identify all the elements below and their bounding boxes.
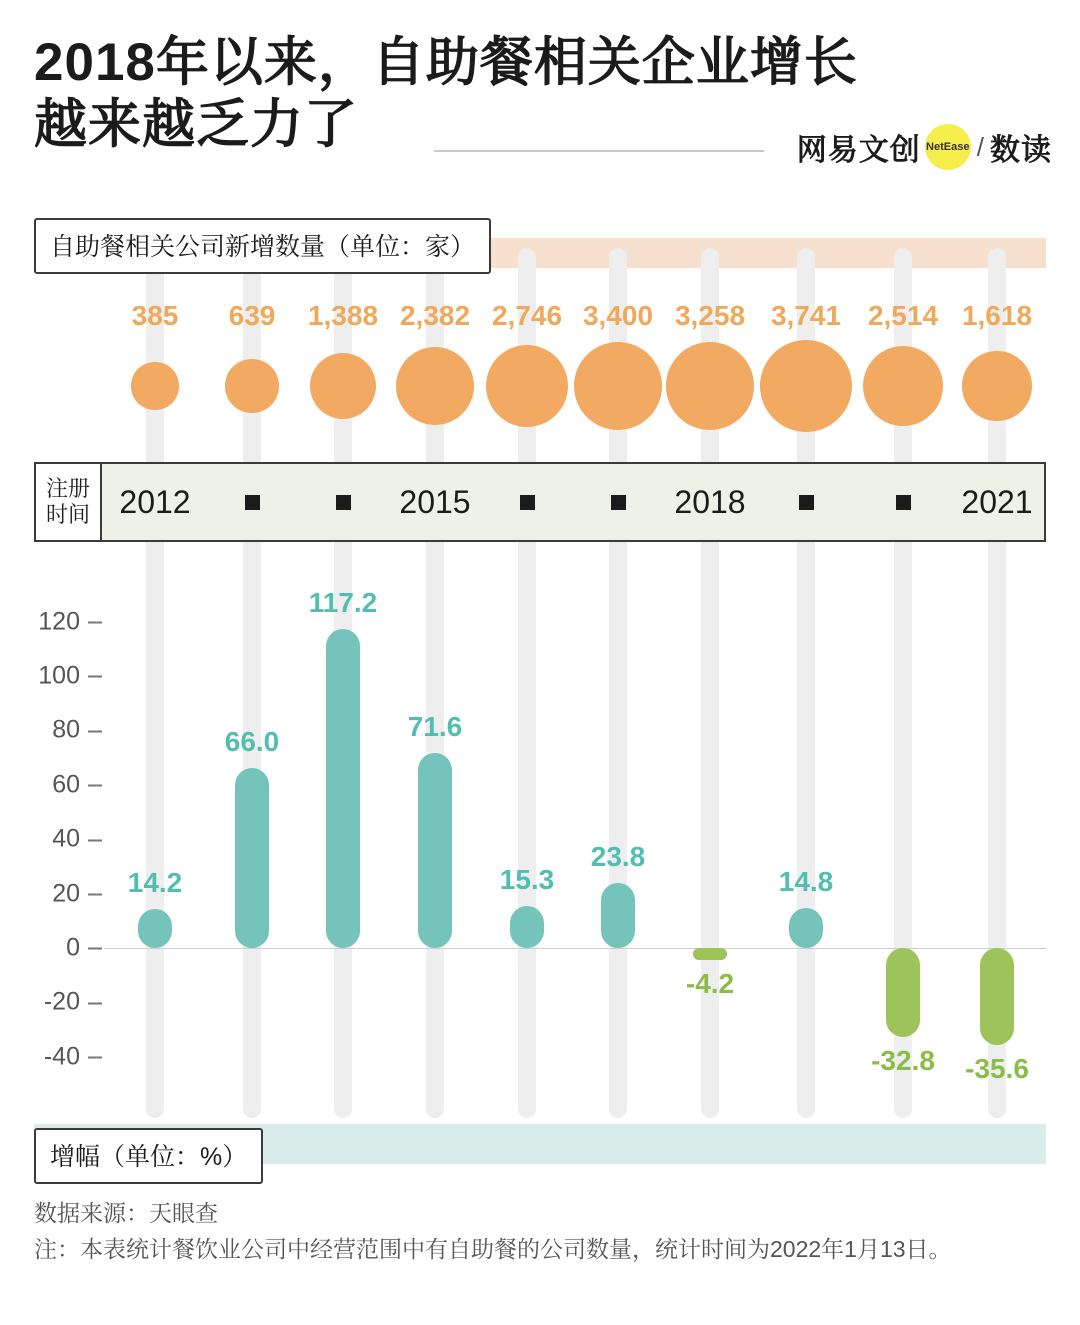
chart-bar	[601, 883, 635, 948]
bar-value-label: 14.8	[778, 865, 834, 897]
timeline-square-icon	[896, 495, 911, 510]
timeline-label-line-2: 时间	[45, 502, 90, 527]
bar-value-label: 71.6	[407, 711, 463, 743]
chart-bar	[326, 629, 360, 948]
bubble-value-label: 3,258	[674, 300, 746, 331]
title-line-1: 2018年以来，自助餐相关企业增长	[34, 33, 858, 92]
y-axis-tick: 60	[28, 770, 102, 799]
bubble-value-label: 3,400	[582, 300, 654, 331]
brand-slash: /	[976, 131, 984, 162]
bubble-value-label: 1,388	[307, 300, 379, 331]
timeline-year-label: 2021	[961, 483, 1033, 520]
y-axis-tick: 20	[28, 879, 102, 908]
bar-value-label: 15.3	[499, 864, 555, 896]
bar-value-label: 66.0	[224, 726, 280, 758]
bar-value-label: -32.8	[871, 1045, 935, 1077]
bubble-value-label: 2,514	[867, 300, 939, 331]
bubble-marker	[760, 340, 852, 432]
y-axis-tick: 120	[28, 607, 102, 636]
bottom-panel-label: 增幅（单位：%）	[34, 1128, 263, 1184]
timeline-square-icon	[520, 495, 535, 510]
timeline-year-label: 2018	[674, 483, 746, 520]
y-axis-tick: 0	[28, 934, 102, 963]
bubble-value-label: 2,382	[399, 300, 471, 331]
bubble-column	[937, 300, 1057, 434]
bar-value-label: 23.8	[590, 841, 646, 873]
bubble-marker	[486, 345, 569, 428]
bar-value-label: -4.2	[685, 968, 735, 999]
y-axis-tick: 40	[28, 825, 102, 854]
title-line-2: 越来越乏力了	[34, 95, 358, 154]
bubble-value-label: 1,618	[961, 300, 1033, 331]
chart-bar	[789, 908, 823, 948]
timeline-year-label: 2015	[399, 483, 471, 520]
bubble-value-label: 385	[131, 300, 179, 331]
bubble-value-label: 3,741	[770, 300, 842, 331]
timeline-label-line-1: 注册	[45, 476, 90, 502]
timeline-ticks	[0, 462, 1080, 542]
bubble-value-label: 639	[228, 300, 276, 331]
timeline-square-icon	[799, 495, 814, 510]
chart-bar	[418, 753, 452, 948]
bubble-marker	[131, 362, 178, 409]
chart-bar	[510, 906, 544, 948]
bubble-marker	[225, 359, 278, 412]
brand-logo	[797, 124, 1052, 170]
y-axis-tick: 80	[28, 716, 102, 745]
chart-bar	[980, 948, 1014, 1045]
growth-bar-chart	[0, 560, 1080, 1120]
y-axis-tick: 100	[28, 662, 102, 691]
chart-bar	[138, 909, 172, 948]
timeline-year-label: 2012	[119, 483, 191, 520]
y-axis-tick: -40	[28, 1042, 102, 1071]
footer-notes	[34, 1196, 1044, 1267]
brand-badge-icon: NetEase	[925, 124, 971, 170]
bubble-marker	[962, 351, 1031, 420]
y-axis-tick: -20	[28, 988, 102, 1017]
bubble-marker	[396, 347, 475, 426]
bubble-chart	[0, 300, 1080, 460]
bar-value-label: 117.2	[308, 587, 378, 619]
chart-bar	[886, 948, 920, 1037]
timeline-square-icon	[336, 495, 351, 510]
bubble-marker	[666, 342, 754, 430]
brand-sub-name: 数读	[990, 134, 1052, 167]
chart-bar	[235, 768, 269, 948]
bubble-slot	[937, 338, 1057, 434]
brand-name: 网易文创	[796, 134, 921, 167]
footnote: 注：本表统计餐饮业公司中经营范围中有自助餐的公司数量，统计时间为2022年1月13日。	[34, 1235, 952, 1262]
timeline-square-icon	[245, 495, 260, 510]
bubble-marker	[863, 346, 943, 426]
title-divider	[434, 150, 764, 152]
timeline-square-icon	[611, 495, 626, 510]
bubble-value-label: 2,746	[491, 300, 563, 331]
top-panel-label: 自助餐相关公司新增数量（单位：家）	[34, 218, 491, 274]
data-source: 数据来源：天眼查	[34, 1200, 218, 1226]
chart-bar	[693, 948, 727, 960]
bar-value-label: 14.2	[127, 867, 183, 899]
bubble-marker	[310, 353, 376, 419]
bar-value-label: -35.6	[965, 1052, 1029, 1084]
timeline-year	[937, 462, 1057, 542]
